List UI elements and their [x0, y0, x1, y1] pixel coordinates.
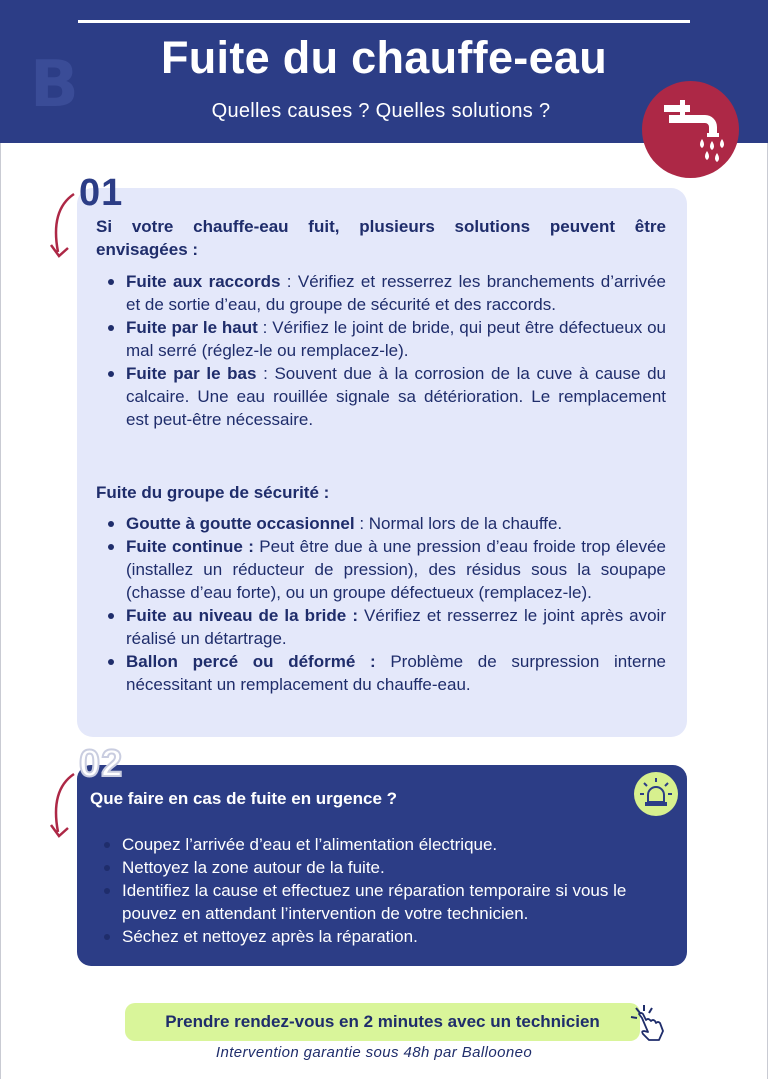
- page-title: Fuite du chauffe-eau: [160, 32, 608, 83]
- safety-group-heading: Fuite du groupe de sécurité :: [96, 483, 330, 502]
- brand-logo: B: [30, 48, 79, 122]
- item-text: Peut être due à une pression d’eau froide trop élevée (installez un réducteur de pression), des résidus sous la soupape (chasse d’eau forte), ou un groupe défectueux (remplacez-le).: [126, 537, 667, 602]
- book-technician-button[interactable]: Prendre rendez-vous en 2 minutes avec un technicien: [125, 1003, 640, 1041]
- list-item: [96, 535, 666, 604]
- item-label: Fuite aux raccords: [126, 272, 281, 291]
- list-item: Nettoyez la zone autour de la fuite.: [92, 856, 668, 879]
- item-text: : Vérifiez le joint de bride, qui peut être défectueux ou mal serré (réglez-le ou remplacez-le).: [126, 318, 666, 360]
- item-text: : Normal lors de la chauffe.: [354, 514, 563, 533]
- list-item: Séchez et nettoyez après la réparation.: [92, 925, 668, 948]
- item-label: Fuite continue :: [126, 537, 254, 556]
- item-label: Fuite par le haut: [126, 318, 258, 337]
- item-label: Fuite par le bas: [126, 364, 257, 383]
- emergency-steps-list: [92, 833, 668, 948]
- item-label: Ballon percé ou déformé :: [126, 652, 376, 671]
- leak-causes-list: [96, 270, 666, 431]
- item-text: Problème de surpression interne nécessitant un remplacement du chauffe-eau.: [126, 652, 666, 694]
- list-item: [96, 316, 666, 362]
- intro-line-1: Si votre chauffe-eau fuit, plusieurs solutions peuvent être: [96, 217, 666, 236]
- list-item: [96, 362, 666, 431]
- safety-group-list: [96, 512, 666, 696]
- item-text: : Souvent due à la corrosion de la cuve à cause du calcaire. Une eau rouillée signale sa détérioration. Le remplacement est peut-être nécessaire.: [126, 364, 667, 429]
- page-subtitle: Quelles causes ? Quelles solutions ?: [211, 100, 551, 122]
- list-item: Coupez l’arrivée d’eau et l’alimentation électrique.: [92, 833, 668, 856]
- item-text: : Vérifiez et resserrez les branchements d’arrivée et de sortie d’eau, du groupe de sécurité et des raccords.: [126, 272, 666, 314]
- header-rule: [78, 20, 690, 23]
- item-label: Goutte à goutte occasionnel: [126, 514, 355, 533]
- leaking-tap-icon: [642, 81, 739, 178]
- curved-arrow-icon: [48, 770, 78, 842]
- curved-arrow-icon: [48, 190, 78, 262]
- intro-line-2: envisagées :: [96, 240, 199, 259]
- list-item: Identifiez la cause et effectuez une réparation temporaire si vous le pouvez en attendant l’intervention de votre technicien.: [92, 879, 668, 925]
- list-item: [96, 604, 666, 650]
- section-number-2: 02: [79, 743, 124, 785]
- section-number-1: 01: [79, 172, 124, 214]
- emergency-title: Que faire en cas de fuite en urgence ?: [90, 789, 398, 808]
- list-item: [96, 270, 666, 316]
- siren-icon: [634, 772, 678, 816]
- guarantee-tagline: Intervention garantie sous 48h par Ballooneo: [215, 1044, 533, 1061]
- pointing-hand-icon: [628, 1004, 670, 1044]
- section1-intro: [96, 215, 666, 261]
- list-item: [96, 650, 666, 696]
- list-item: [96, 512, 666, 535]
- item-text: Vérifiez et resserrez le joint après avoir réalisé un détartrage.: [126, 606, 666, 648]
- item-label: Fuite au niveau de la bride :: [126, 606, 358, 625]
